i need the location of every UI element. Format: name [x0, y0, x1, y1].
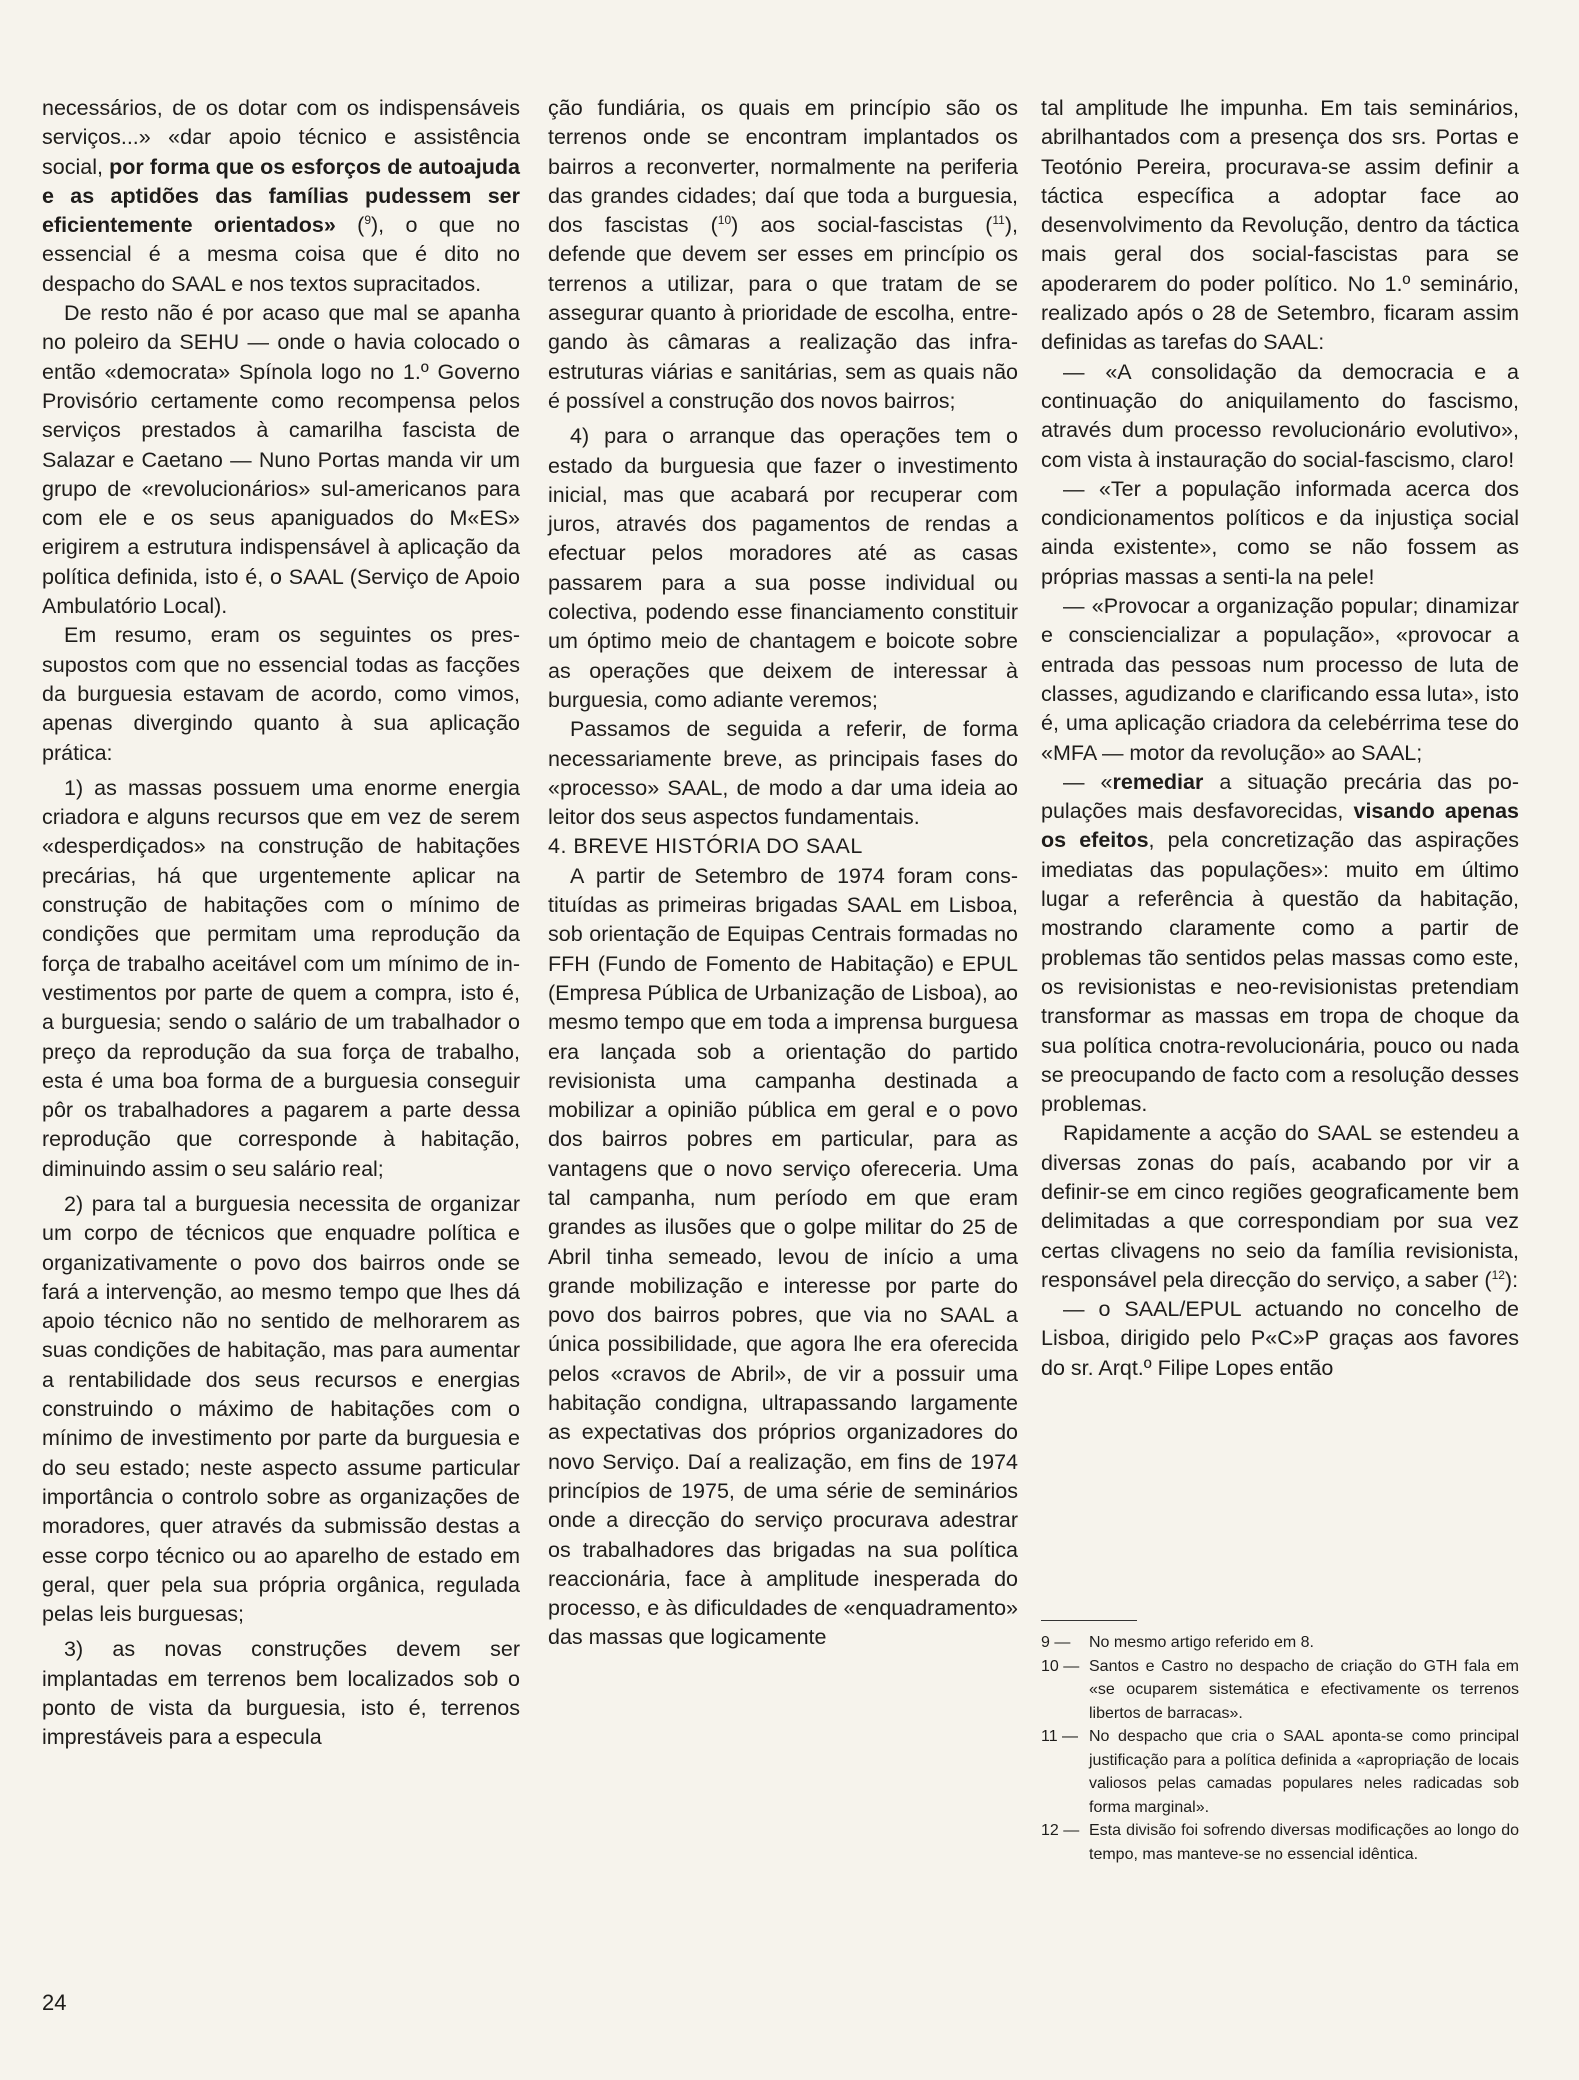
text-column-2 [548, 94, 1018, 1653]
paragraph: Passamos de seguida a referir, de forma necessariamente breve, as principais fases do «processo» SAAL, de modo a dar uma ideia ao leitor dos seus aspectos fundamentais. [548, 717, 1018, 830]
paragraph: necessários, de os dotar com os indispensáveis serviços...» «dar apoio técnico e assistência social, por forma que os esforços de autoajuda e as aptidões das famílias pudessem ser eficientemente orientados» ($^9$), o que no essencial é a mesma coisa que é dito no despacho do SAAL e nos textos supracitados. [42, 96, 520, 296]
footnote-text: Santos e Castro no despacho de criação do GTH fala em «se ocuparem sistemática e efectivamente os terrenos libertos de barracas». [1089, 1657, 1519, 1722]
text-column-3 [1041, 94, 1519, 1383]
paragraph: A partir de Setembro de 1974 foram constituídas as primeiras brigadas SAAL em Lisboa, sob orientação de Equipas Centrais formadas no FFH (Fundo de Fomento de Habitação) e EPUL (Empresa Pública de Urbanização de Lisboa), ao mesmo tempo que em toda a imprensa burguesa era lançada sob a orientação do partido revisionista uma campanha destinada a mobilizar a opinião pública em geral e o povo dos bairros pobres em particular, para as vantagens que o novo serviço ofereceria. Uma tal campanha, num período em que eram grandes as ilusões que o golpe militar do 25 de Abril tinha semeado, levou de início a uma grande mobilização e interesse por parte do povo dos bairros pobres, que via no SAAL a única possibilidade, que agora lhe era oferecida pelos «cravos de Abril», de vir a possuir uma habitação condigna, ultrapassando largamente as expectativas dos próprios organizadores do novo Serviço. Daí a realização, em fins de 1974 princípios de 1975, de uma série de seminários onde a direcção do serviço procurava adestrar os trabalhadores das brigadas na sua política reaccionária, face à amplitude inesperada do processo, e às dificuldades de «enquadramento» das massas que logicamente [548, 863, 1018, 1650]
footnote-text: Esta divisão foi sofrendo diversas modificações ao longo do tempo, mas manteve-se no essencial idêntica. [1089, 1822, 1519, 1863]
footnote [1041, 1819, 1519, 1866]
footnotes [1041, 1620, 1519, 1866]
page-number: 24 [42, 1990, 67, 2015]
paragraph: ção fundiária, os quais em princípio são os terrenos onde se encontram implantados os bairros a reconverter, normalmente na periferia das grandes cidades; daí que toda a burguesia, dos fascistas ($^{10}$) aos social-fascistas ($^{11}$), defende que devem ser esses em princípio os terrenos a utilizar, para o que tratam de se assegurar quanto à prioridade de escolha, entregando às câmaras a realização das infra-estruturas viárias e sanitárias, sem as quais não é possível a construção dos novos bairros; [548, 96, 1018, 413]
footnote-number: 9 — [1041, 1634, 1071, 1651]
paragraph: Em resumo, eram os seguintes os pressupostos com que no essencial todas as facções da burguesia estavam de acordo, como vimos, apenas divergindo quanto à sua aplicação prática: [42, 623, 520, 765]
text-column-1 [42, 94, 520, 1753]
list-item: 2) para tal a burguesia necessita de organizar um corpo de técnicos que enquadre política e organizativamente o povo dos bairros onde se fará a intervenção, ao mesmo tempo que lhes dá apoio técnico não no sentido de melhorarem as suas condições de habitação, mas para aumentar a rentabilidade dos seus recursos e energias construindo o máximo de habitações com o mínimo de investimento por parte da burguesia e do seu estado; neste aspecto assume particular importância o controlo sobre as organizações de moradores, quer através da submissão destas a esse corpo técnico ou ao aparelho de estado em geral, quer pela sua própria orgânica, regulada pelas leis burguesas; [42, 1191, 520, 1627]
footnote-number: 10 — [1041, 1657, 1080, 1675]
paragraph: tal amplitude lhe impunha. Em tais seminários, abrilhantados com a presença dos srs. Portas e Teotónio Pereira, procurava-se assim definir a táctica específica a adoptar face ao desenvolvimento da Revolução, dentro da táctica mais geral dos social-fascistas para se apoderarem do poder político. No 1.º seminário, realizado após o 28 de Setembro, ficaram assim definidas as tarefas do SAAL: [1041, 96, 1519, 355]
paragraph: — «remediar a situação precária das populações mais desfavorecidas, visando apenas os efeitos, pela concretização das aspirações imediatas das populações»: muito em último lugar a referência à questão da habitação, mostrando claramente como a partir de problemas tão sentidos pelas massas como este, os revisionistas e neo-revisionistas pretendiam transformar as massas em tropa de choque da sua política cnotra-revolucionária, pouco ou nada se preocupando de facto com a resolução desses problemas. [1041, 769, 1519, 1117]
paragraph: Rapidamente a acção do SAAL se estendeu a diversas zonas do país, acabando por vir a definir-se em cinco regiões geograficamente bem delimitadas a que correspondiam por sua vez certas clivagens no seio da família revisionista, responsável pela direcção do serviço, a saber ($^{12}$): [1041, 1121, 1519, 1292]
footnote-rule [1041, 1620, 1137, 1621]
paragraph: — o SAAL/EPUL actuando no concelho de Lisboa, dirigido pelo P«C»P graças aos favores do sr. Arqt.º Filipe Lopes então [1041, 1297, 1519, 1380]
section-heading: 4. BREVE HISTÓRIA DO SAAL [548, 834, 863, 859]
footnote [1041, 1631, 1519, 1655]
paragraph: — «Provocar a organização popular; dinamizar e consciencializar a população», «provocar a entrada das pessoas num processo de luta de classes, agudizando e clarificando essa luta», isto é, uma aplicação criadora da celebérrima tese do «MFA — motor da revolução» ao SAAL; [1041, 594, 1519, 765]
footnote [1041, 1655, 1519, 1726]
footnote-text: No mesmo artigo referido em 8. [1089, 1634, 1314, 1651]
list-item: 4) para o arranque das operações tem o estado da burguesia que fazer o investimento inicial, mas que acabará por recuperar com juros, através dos pagamentos de rendas a efectuar pelos moradores até as casas passarem para a sua posse individual ou colectiva, podendo esse financiamento constituir um óptimo meio de chantagem e boicote sobre as operações que deixem de interessar à burguesia, como adiante veremos; [548, 424, 1018, 712]
footnote-text: No despacho que cria o SAAL aponta-se como principal justificação para a política definida a «apropriação de locais valiosos pelas camadas populares neles radicadas sob forma marginal». [1089, 1728, 1519, 1816]
paragraph: De resto não é por acaso que mal se apanha no poleiro da SEHU — onde o havia colocado o então «democrata» Spínola logo no 1.º Governo Provisório certamente como recompensa pelos serviços prestados à camarilha fascista de Salazar e Caetano — Nuno Portas manda vir um grupo de «revolucionários» sul-americanos para com ele e os seus apaniguados do M«ES» erigirem a estrutura indispensável à aplicação da política definida, isto é, o SAAL (Serviço de Apoio Ambulatório Local). [42, 301, 520, 619]
list-item: 1) as massas possuem uma enorme energia criadora e alguns recursos que em vez de serem «desperdiçados» na construção de habitações precárias, há que urgentemente aplicar na construção de habitações com o mínimo de condições que permitam uma reprodução da força de trabalho aceitável com um mínimo de investimentos por parte de quem a compra, isto é, a burguesia; sendo o salário de um trabalhador o preço da reprodução da sua força de trabalho, esta é uma boa forma de a burguesia conseguir pôr os trabalhadores a pagarem a parte dessa reprodução que corresponde à habitação, diminuindo assim o seu salário real; [42, 775, 520, 1181]
footnote-number: 12 — [1041, 1822, 1080, 1839]
paragraph: — «Ter a população informada acerca dos condicionamentos políticos e da injustiça social ainda existente», como se não fossem as próprias massas a senti-la na pele! [1041, 476, 1519, 589]
footnote [1041, 1725, 1519, 1819]
footnote-number: 11 — [1041, 1728, 1079, 1745]
list-item: 3) as novas construções devem ser implantadas em terrenos bem localizados sob o ponto de vista da burguesia, isto é, terrenos imprestáveis para a especula [42, 1637, 520, 1750]
paragraph: — «A consolidação da democracia e a continuação do aniquilamento do fascismo, através dum processo revolucionário evolutivo», com vista à instauração do social-fascismo, claro! [1041, 359, 1519, 472]
